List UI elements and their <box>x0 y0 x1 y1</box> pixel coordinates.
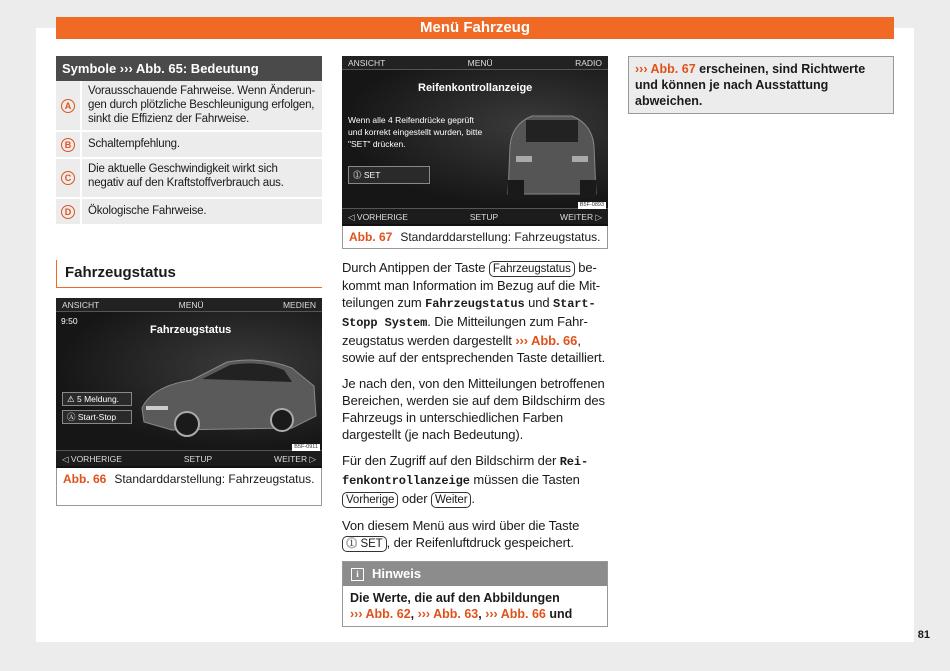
figure-67 <box>342 56 608 249</box>
figure-label: Abb. 66 <box>63 472 107 486</box>
caption-text: Standarddarstellung: Fahrzeugstatus. <box>114 472 315 486</box>
symbols-row-text: Vorausschauende Fahrweise. Wenn Änderungen durch plötzliche Beschleunigung erfolgen, sinkt die Effizienz der Fahrweise. <box>82 81 322 130</box>
previous-button[interactable]: ◁ VORHERIGE <box>62 454 122 464</box>
info-icon: i <box>351 568 364 581</box>
screen-bottom-bar <box>56 450 322 466</box>
screen-reifenkontrolle <box>342 56 608 226</box>
previous-button[interactable]: ◁ VORHERIGE <box>348 212 408 222</box>
figure-code: B5F-0893 <box>579 202 604 208</box>
messages-button[interactable]: ⚠ 5 Meldung. <box>62 392 132 406</box>
symbols-table <box>56 56 322 226</box>
start-stop-icon: Ⓐ <box>67 412 78 422</box>
paragraph: Durch Antippen der Taste Fahrzeugstatus bekommt man Information im Bezug auf die Mitteilungen zum Fahrzeugstatus und Start-Stopp System. Die Mitteilungen zum Fahrzeugstatus werden dargestellt ››› Abb. 66, sowie auf der entsprechenden Taste detailliert. <box>342 260 606 365</box>
car-image <box>132 346 322 442</box>
tab-menu[interactable]: MENÜ <box>178 300 204 310</box>
key-fahrzeugstatus: Fahrzeugstatus <box>489 261 575 277</box>
tab-menu[interactable]: MENÜ <box>467 58 493 68</box>
symbols-row-c <box>56 159 322 199</box>
clock: 9:50 <box>61 316 78 326</box>
screen-body <box>342 70 608 208</box>
column-right <box>628 56 894 114</box>
symbols-row-b <box>56 132 322 159</box>
screen-body <box>56 312 322 450</box>
letter-b-icon: B <box>61 138 75 152</box>
paragraph: Für den Zugriff auf den Bildschirm der Reifenkontrollanzeige müssen die Tasten Vorherige oder Weiter . <box>342 453 589 506</box>
tab-ansicht[interactable]: ANSICHT <box>62 300 100 310</box>
symbols-table-heading: Symbole ››› Abb. 65: Bedeutung <box>56 56 322 81</box>
paragraph: Von diesem Menü aus wird über die Taste ⓵ SET , der Reifenluftdruck gespeichert. <box>342 518 580 550</box>
hinweis-box <box>342 561 608 627</box>
setup-button[interactable]: SETUP <box>183 454 213 464</box>
screen-bottom-bar <box>342 208 608 224</box>
next-button[interactable]: WEITER ▷ <box>274 454 316 464</box>
figure-caption <box>342 226 608 249</box>
setup-button[interactable]: SETUP <box>469 212 499 222</box>
page-header: Menü Fahrzeug <box>56 17 894 39</box>
screen-top-bar <box>342 56 608 70</box>
letter-a-icon: A <box>61 99 75 113</box>
next-button[interactable]: WEITER ▷ <box>560 212 602 222</box>
symbols-row-text: Die aktuelle Geschwindigkeit wirkt sich negativ auf den Kraftstoffverbrauch aus. <box>82 159 322 197</box>
page-number: 81 <box>917 629 930 641</box>
figure-link[interactable]: ››› Abb. 67 <box>635 62 696 76</box>
symbols-row-text: Schaltempfehlung. <box>82 132 322 157</box>
key-set: ⓵ SET <box>342 536 387 552</box>
screen-top-bar <box>56 298 322 312</box>
figure-code: B5F-0911 <box>294 444 318 450</box>
letter-c-icon: C <box>61 171 75 185</box>
start-stop-button[interactable]: Ⓐ Start-Stop <box>62 410 132 424</box>
figure-link[interactable]: ››› Abb. 62 <box>350 607 411 621</box>
screen-title: Reifenkontrollanzeige <box>418 82 533 94</box>
figure-link[interactable]: ››› Abb. 66 <box>515 333 578 348</box>
figure-66 <box>56 298 322 506</box>
set-button[interactable]: ⓵ SET <box>348 166 430 184</box>
figure-label: Abb. 67 <box>349 230 393 244</box>
note-continuation: ››› Abb. 67 erscheinen, sind Richtwerte und können je nach Ausstattung abweichen. <box>628 56 894 114</box>
body-text <box>342 259 608 552</box>
key-vorherige: Vorherige <box>342 492 398 508</box>
tab-radio[interactable]: RADIO <box>575 58 602 68</box>
symbols-row-text: Ökologische Fahrweise. <box>82 199 322 224</box>
car-rear-image <box>502 106 602 204</box>
letter-d-icon: D <box>61 205 75 219</box>
symbols-row-d <box>56 199 322 226</box>
caption-text: Standarddarstellung: Fahrzeugstatus. <box>400 230 601 244</box>
hinweis-header: i Hinweis <box>343 562 607 586</box>
figure-link[interactable]: ››› Abb. 66 <box>485 607 546 621</box>
section-title: Fahrzeugstatus <box>56 260 322 288</box>
screen-message: Wenn alle 4 Reifendrücke geprüft und korrekt eingestellt wurden, bitte "SET" drücken. <box>348 115 483 149</box>
screen-fahrzeugstatus <box>56 298 322 468</box>
hinweis-body: Die Werte, die auf den Abbildungen ››› Abb. 62, ››› Abb. 63, ››› Abb. 66 und <box>350 591 573 621</box>
key-weiter: Weiter <box>431 492 471 508</box>
symbols-row-a <box>56 81 322 132</box>
paragraph: Je nach den, von den Mitteilungen betroffenen Bereichen, werden sie auf dem Bildschirm des Fahrzeugs in unterschiedlichen Farben dargestellt (je nach Bedeutung). <box>342 376 605 442</box>
warning-icon: ⚠ <box>67 394 77 404</box>
tab-medien[interactable]: MEDIEN <box>282 300 316 310</box>
column-left <box>56 56 322 506</box>
tire-pressure-icon: ⓵ <box>353 170 364 180</box>
figure-link[interactable]: ››› Abb. 63 <box>417 607 479 621</box>
tab-ansicht[interactable]: ANSICHT <box>348 58 386 68</box>
figure-caption <box>56 468 322 506</box>
column-middle <box>342 56 608 627</box>
screen-title: Fahrzeugstatus <box>150 324 232 336</box>
